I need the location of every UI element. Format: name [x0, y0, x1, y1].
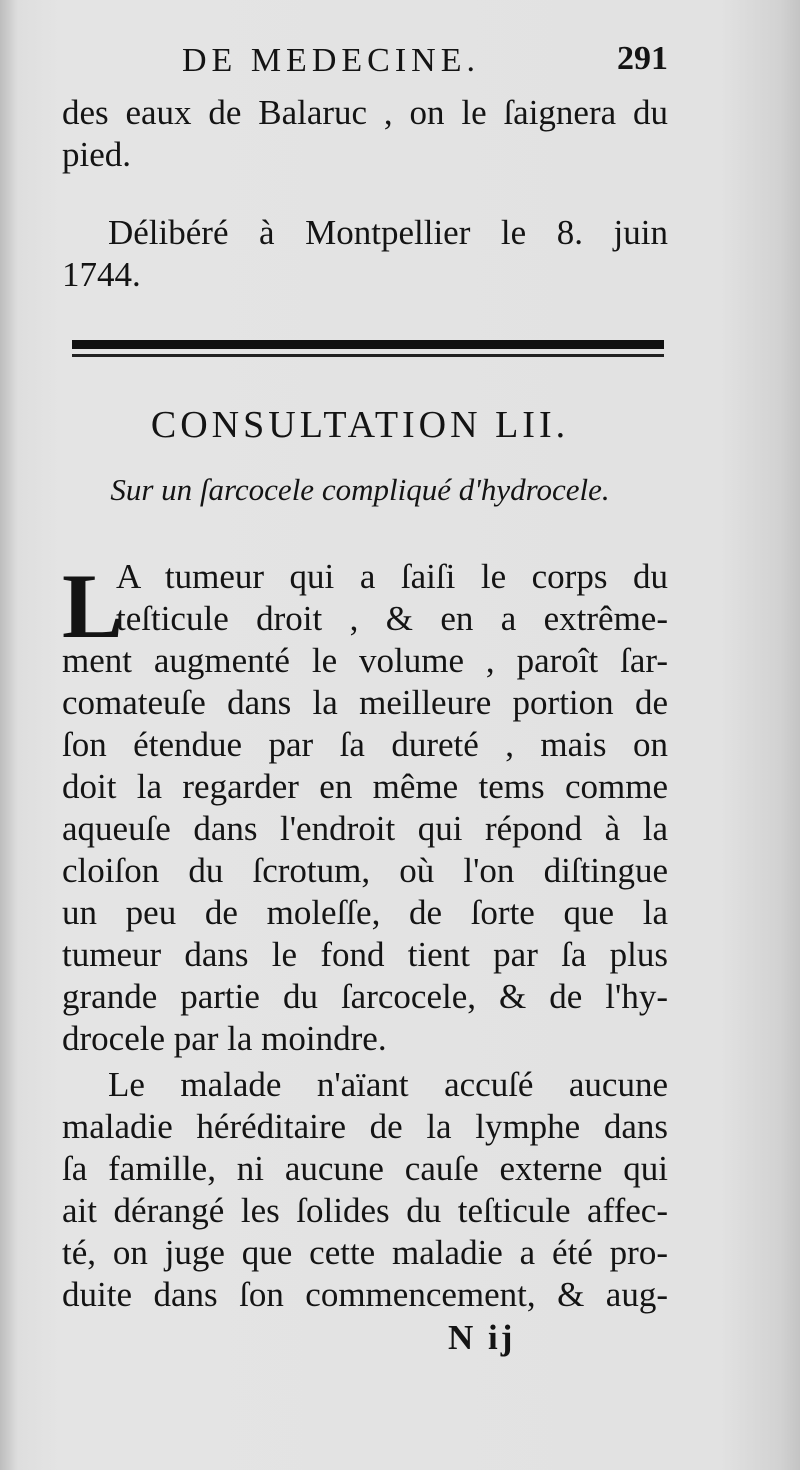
paragraph-line: ait dérangé les ſolides du teſticule affec-: [62, 1191, 668, 1230]
paragraph-line: Le malade n'aïant accuſé aucune: [108, 1065, 668, 1104]
deliberation-line: Délibéré à Montpellier le 8. juin: [108, 213, 668, 252]
page-header: [62, 40, 668, 84]
paragraph-line: cloiſon du ſcrotum, où l'on diſtingue: [62, 851, 668, 890]
paragraph-line: comateuſe dans la meilleure portion de: [62, 683, 668, 722]
paragraph-line: doit la regarder en même tems comme: [62, 767, 668, 806]
paragraph-line: ment augmenté le volume , paroît ſar-: [62, 641, 668, 680]
rule-thin: [72, 354, 664, 357]
paragraph-line: A tumeur qui a ſaiſi le corps du: [116, 557, 668, 596]
paragraph-2: [62, 1064, 668, 1316]
rule-thick: [72, 340, 664, 349]
drop-cap: L: [62, 555, 124, 657]
paragraph-line: ſa famille, ni aucune cauſe externe qui: [62, 1149, 668, 1188]
paragraph-line: té, on juge que cette maladie a été pro-: [62, 1233, 668, 1272]
consultation-subheading: Sur un ſarcocele compliqué d'hydrocele.: [110, 472, 610, 507]
paragraph-line: duite dans ſon commencement, & aug-: [62, 1275, 668, 1314]
paragraph-1: [62, 556, 668, 1060]
text-line: des eaux de Balaruc , on le ſaignera du: [62, 93, 668, 132]
section-rule: [72, 340, 664, 357]
paragraph-line: ſon étendue par ſa dureté , mais on: [62, 725, 668, 764]
paragraph-line: grande partie du ſarcocele, & de l'hy-: [62, 977, 668, 1016]
paragraph-line: tumeur dans le fond tient par ſa plus: [62, 935, 668, 974]
signature-mark: N ij: [448, 1318, 516, 1357]
consultation-heading: CONSULTATION LII.: [150, 404, 570, 446]
paragraph-line: maladie héréditaire de la lymphe dans: [62, 1107, 668, 1146]
running-title: DE MEDECINE.: [182, 42, 480, 79]
page-number: 291: [617, 40, 668, 77]
paragraph-line: drocele par la moindre.: [62, 1019, 387, 1058]
deliberation-date: 1744.: [62, 255, 141, 294]
top-lines: [62, 92, 668, 176]
deliberation: [62, 212, 668, 296]
paragraph-line: un peu de moleſſe, de ſorte que la: [62, 893, 668, 932]
paragraph-line: teſticule droit , & en a extrême-: [116, 599, 668, 638]
paragraph-line: aqueuſe dans l'endroit qui répond à la: [62, 809, 668, 848]
text-line: pied.: [62, 135, 132, 174]
